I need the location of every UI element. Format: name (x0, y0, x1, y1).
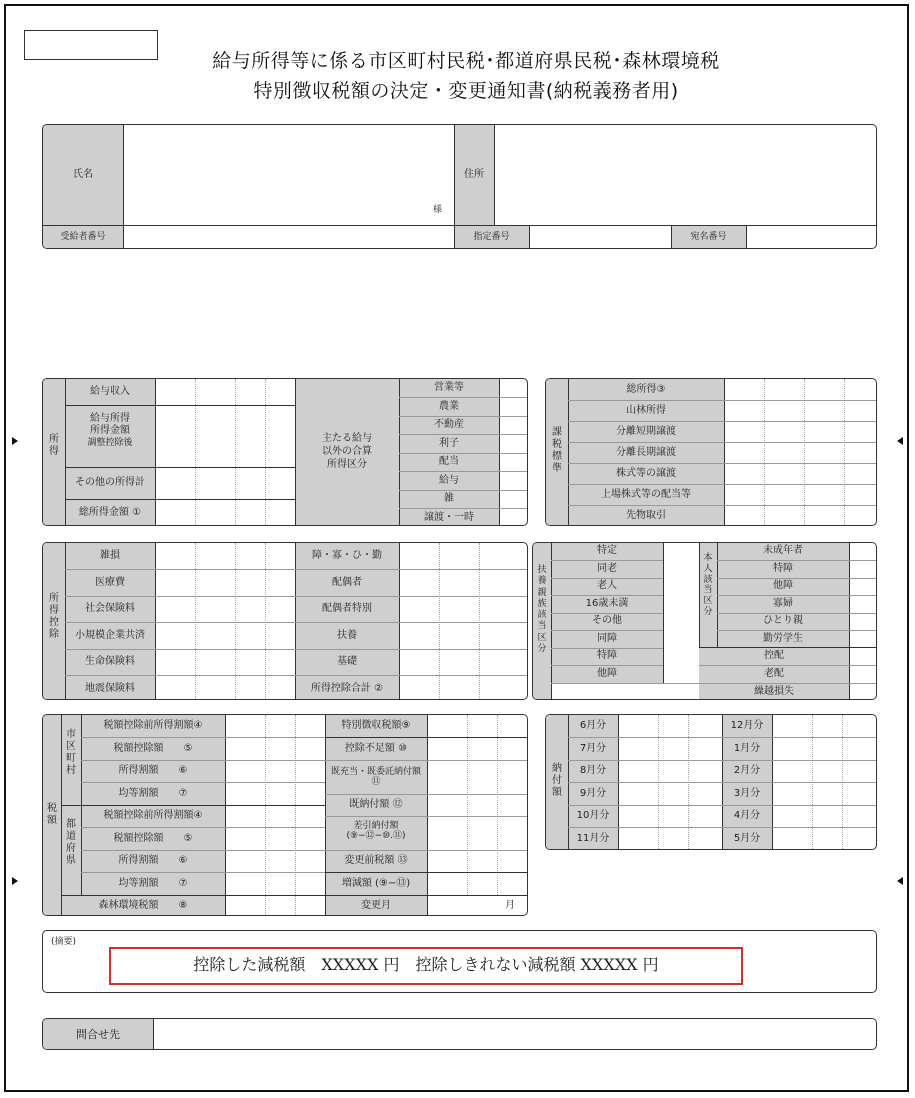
pay-left-3: 9月分 (579, 788, 607, 799)
deduction-left-0: 雑損 (100, 550, 120, 561)
deduction-left-5: 地震保険料 (85, 683, 135, 694)
pay-right-1: 1月分 (733, 743, 761, 754)
tax-right-1: 控除不足額 ⑩ (344, 743, 408, 754)
main-caption-1: 主たる給与 (322, 433, 372, 444)
self-item-3: 寡婦 (773, 598, 793, 609)
tax-right-7: 変更月 (361, 900, 391, 911)
family-item-2: 老人 (597, 580, 617, 591)
marker-left-top (12, 437, 18, 445)
category-0: 営業等 (434, 382, 464, 393)
recipient-no-label: 受給者番号 (60, 232, 106, 242)
category-3: 利子 (439, 438, 459, 449)
summary-label: (摘要) (51, 937, 77, 947)
address-label: 住所 (464, 169, 484, 180)
salary-amount-label-1: 給与所得 (90, 413, 130, 424)
self-item-1: 特障 (773, 563, 793, 574)
tax-base-item-4: 株式等の譲渡 (616, 468, 676, 479)
summary-box (42, 930, 877, 993)
deduction-left-4: 生命保険料 (85, 656, 135, 667)
family-item-5: 同障 (597, 633, 617, 644)
muni-label: 市区町村 (66, 729, 76, 776)
family-item-7: 他障 (597, 668, 617, 679)
salary-amount-label-3: 調整控除後 (87, 438, 133, 448)
tax-base-item-6: 先物取引 (626, 510, 666, 521)
tax-base-box (545, 378, 877, 526)
tax-right-3: 既納付額 ⑫ (349, 799, 403, 810)
deduction-left-1: 医療費 (95, 577, 125, 588)
category-6: 雑 (444, 493, 454, 504)
extra-item-1: 老配 (764, 668, 784, 679)
deductions-box (42, 542, 528, 700)
deductions-side-label: 所得控除 (49, 593, 59, 640)
muni-row-0: 税額控除前所得割額④ (103, 720, 203, 731)
deduction-right-0: 障・寡・ひ・勤 (312, 550, 382, 561)
family-side-label: 扶養親族該当区分 (537, 565, 547, 654)
payment-side-label: 納付額 (552, 763, 562, 798)
family-item-1: 同老 (597, 563, 617, 574)
pref-row-3: 均等割額 ⑦ (118, 878, 188, 889)
family-box (532, 542, 877, 700)
month-unit: 月 (505, 900, 515, 911)
title-line-1: 給与所得等に係る市区町村民税･都道府県民税･森林環境税 (212, 50, 720, 72)
tax-amount-box (42, 714, 528, 916)
self-item-5: 勤労学生 (763, 633, 803, 644)
forest-tax-label: 森林環境税額 ⑧ (98, 900, 188, 911)
pay-left-0: 6月分 (579, 720, 607, 731)
pay-left-1: 7月分 (579, 743, 607, 754)
tax-base-item-5: 上場株式等の配当等 (601, 489, 691, 500)
tax-base-item-0: 総所得③ (626, 384, 666, 395)
muni-row-2: 所得割額 ⑥ (118, 765, 188, 776)
pref-row-1: 税額控除額 ⑤ (113, 833, 193, 844)
extra-item-2: 繰越損失 (754, 686, 794, 697)
tax-base-side-label: 課税標準 (552, 427, 562, 474)
deduction-right-5: 所得控除合計 ② (310, 683, 384, 694)
category-1: 農業 (439, 401, 459, 412)
deduction-right-3: 扶養 (337, 630, 357, 641)
category-4: 配当 (439, 456, 459, 467)
self-item-0: 未成年者 (763, 545, 803, 556)
tax-right-2: 既充当・既委託納付額⑪ (330, 767, 421, 788)
pref-row-2: 所得割額 ⑥ (118, 855, 188, 866)
sama-label: 様 (433, 205, 443, 215)
salary-amount-label-2: 所得金額 (90, 425, 130, 436)
muni-row-1: 税額控除額 ⑤ (113, 743, 193, 754)
tax-base-item-1: 山林所得 (626, 405, 666, 416)
pay-right-0: 12月分 (730, 720, 764, 731)
family-item-3: 16歳未満 (585, 598, 629, 609)
pay-right-3: 3月分 (733, 788, 761, 799)
marker-right-top (897, 437, 903, 445)
other-total-label: その他の所得計 (75, 477, 145, 488)
pref-label: 都道府県 (66, 819, 76, 866)
salary-income-label: 給与収入 (90, 386, 130, 397)
deduction-right-4: 基礎 (337, 656, 357, 667)
taxpayer-box (42, 124, 877, 249)
tax-right-0: 特別徴収税額⑨ (341, 720, 411, 731)
addressee-no-label: 宛名番号 (690, 232, 727, 242)
deduction-left-3: 小規模企業共済 (75, 630, 145, 641)
family-item-4: その他 (592, 615, 622, 626)
designated-no-label: 指定番号 (473, 232, 510, 242)
title-line-2: 特別徴収税額の決定・変更通知書(納税義務者用) (253, 80, 679, 102)
family-item-0: 特定 (597, 545, 617, 556)
extra-item-0: 控配 (764, 650, 784, 661)
stamp-box (24, 30, 158, 60)
contact-box (42, 1018, 877, 1050)
main-caption-2: 以外の合算 (322, 446, 372, 457)
pay-right-4: 4月分 (733, 810, 761, 821)
tax-right-5: 変更前税額 ⑬ (344, 855, 408, 866)
pay-left-4: 10月分 (576, 810, 610, 821)
notice-form (4, 4, 909, 1092)
category-7: 譲渡・一時 (424, 512, 474, 523)
tax-base-item-3: 分離長期譲渡 (616, 447, 676, 458)
payment-box (545, 714, 877, 850)
total-income-label: 総所得金額 ① (78, 507, 142, 518)
tax-base-item-2: 分離短期譲渡 (616, 426, 676, 437)
pref-row-0: 税額控除前所得割額④ (103, 810, 203, 821)
pay-right-2: 2月分 (733, 765, 761, 776)
tax-side-label: 税額 (47, 803, 57, 826)
pay-right-5: 5月分 (733, 833, 761, 844)
self-side-label: 本人該当区分 (703, 553, 713, 617)
pay-left-5: 11月分 (576, 833, 610, 844)
name-label: 氏名 (73, 169, 93, 180)
category-2: 不動産 (434, 419, 464, 430)
main-caption-3: 所得区分 (327, 459, 367, 470)
family-item-6: 特障 (597, 650, 617, 661)
category-5: 給与 (439, 475, 459, 486)
income-side-label: 所得 (49, 434, 59, 457)
contact-label: 問合せ先 (76, 1028, 120, 1041)
deduction-right-1: 配偶者 (332, 577, 362, 588)
summary-text: 控除した減税額 XXXXX 円 控除しきれない減税額 XXXXX 円 (193, 955, 659, 974)
income-box (42, 378, 528, 526)
deduction-left-2: 社会保険料 (85, 603, 135, 614)
self-item-2: 他障 (773, 580, 793, 591)
deduction-right-2: 配偶者特別 (322, 603, 372, 614)
tax-right-4: 差引納付額(⑨−⑫−⑩.⑪) (346, 821, 406, 842)
marker-right-bottom (897, 877, 903, 885)
marker-left-bottom (12, 877, 18, 885)
self-item-4: ひとり親 (763, 615, 803, 626)
muni-row-3: 均等割額 ⑦ (118, 788, 188, 799)
pay-left-2: 8月分 (579, 765, 607, 776)
tax-right-6: 増減額 (⑨−⑬) (341, 878, 411, 889)
